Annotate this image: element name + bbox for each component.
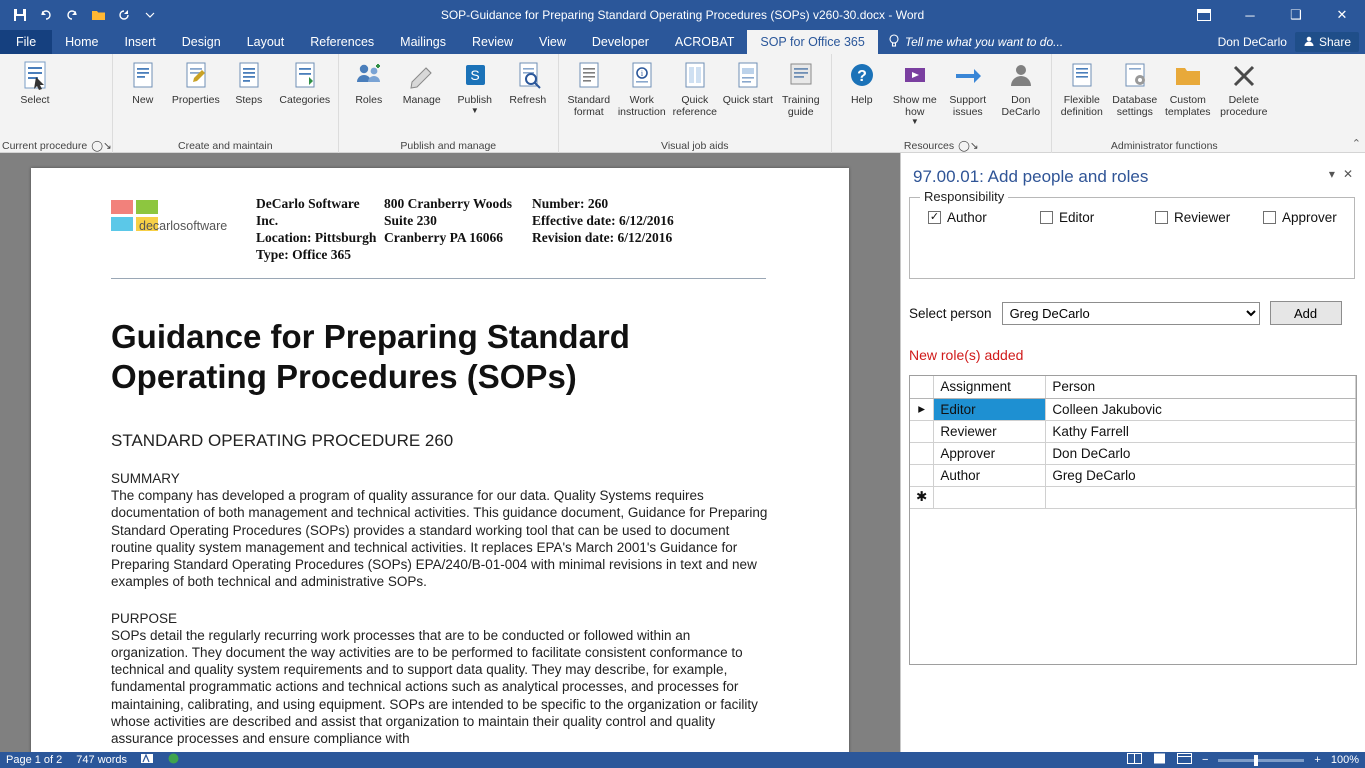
checkbox-approver[interactable] — [1263, 210, 1337, 225]
responsibility-legend: Responsibility — [920, 189, 1008, 204]
task-pane-options-icon[interactable]: ▾ — [1328, 167, 1335, 181]
steps-icon — [233, 59, 265, 93]
tab-design[interactable]: Design — [181, 35, 221, 49]
ribbon-label-custom-templates: Custom templates — [1165, 94, 1211, 118]
checkbox-reviewer-box[interactable] — [1155, 211, 1168, 224]
row-marker-new[interactable]: ✱ — [910, 486, 934, 508]
select-person-row — [909, 301, 1365, 325]
ribbon-label-manage: Manage — [402, 94, 441, 106]
share-label: Share — [1318, 35, 1351, 49]
document-page[interactable] — [31, 168, 849, 752]
maximize-button[interactable]: ❑ — [1290, 7, 1302, 22]
cell-assignment[interactable]: Author — [934, 464, 1046, 486]
save-icon[interactable] — [8, 4, 32, 26]
table-row[interactable] — [910, 420, 1356, 442]
select-document-icon — [18, 59, 52, 93]
roles-grid[interactable] — [909, 375, 1357, 665]
ribbon-group-visual-job-aids — [558, 54, 831, 153]
ribbon-button-steps[interactable] — [223, 57, 275, 107]
ribbon-button-quick-start[interactable] — [722, 57, 774, 107]
ribbon-button-support-issues[interactable] — [942, 57, 994, 118]
ribbon-label-new: New — [132, 94, 154, 106]
ribbon-button-publish[interactable] — [449, 57, 501, 115]
ribbon-button-new[interactable] — [117, 57, 169, 107]
ribbon-group-create-and-maintain — [112, 54, 338, 153]
support-issues-icon — [952, 59, 984, 93]
zoom-slider[interactable] — [1218, 759, 1304, 762]
refresh-icon[interactable] — [112, 4, 136, 26]
cell-person[interactable] — [1046, 486, 1356, 508]
select-person-label: Select person — [909, 305, 992, 321]
sop-number-line: STANDARD OPERATING PROCEDURE 260 — [111, 431, 454, 450]
ribbon-label-select: Select — [20, 94, 50, 106]
letterhead-divider — [111, 278, 766, 279]
ribbon-group-label-resources: Resources ◯↘ — [903, 139, 979, 152]
checkbox-reviewer[interactable] — [1155, 210, 1263, 225]
add-button[interactable]: Add — [1270, 301, 1342, 325]
standard-format-icon — [573, 59, 605, 93]
tell-me-box[interactable] — [878, 30, 1063, 54]
ribbon-button-training-guide[interactable] — [775, 57, 827, 118]
checkbox-editor[interactable] — [1040, 210, 1155, 225]
section-body-purpose: SOPs detail the regularly recurring work processes that are to be conducted or followed within an organization. They document the way activities are to be performed to facilitate consistent conformance to technical and quality system requirements and to support data quality. They may describe, for example, fundamental programmatic actions and technical actions such as analytical processes, and processes for maintaining, calibrating, and using equipment. SOPs are intended to be specific to the organization or facility whose activities are described and assist that organization to maintain their quality control and quality assurance processes and ensure compliance with — [111, 627, 758, 747]
ribbon-group-label-current-procedure: Current procedure ◯↘ — [2, 139, 112, 152]
row-marker[interactable] — [910, 420, 934, 442]
ribbon-label-support-issues: Support issues — [949, 94, 987, 118]
ribbon-button-help[interactable] — [836, 57, 888, 107]
tab-layout[interactable]: Layout — [246, 35, 285, 49]
cell-person[interactable]: Greg DeCarlo — [1046, 464, 1356, 486]
logo-text: decarlosoftware — [139, 219, 228, 233]
ribbon-button-work-instruction[interactable] — [616, 57, 668, 118]
ribbon-label-categories: Categories — [279, 94, 331, 106]
dialog-launcher-icon[interactable]: ◯↘ — [958, 139, 979, 152]
quick-access-toolbar[interactable] — [0, 4, 162, 26]
lightbulb-icon — [888, 34, 900, 51]
ribbon-button-delete-procedure[interactable] — [1215, 57, 1273, 118]
tab-acrobat[interactable]: ACROBAT — [674, 35, 735, 49]
letterhead-col-2: 800 Cranberry Woods Suite 230 Cranberry PA 16066 — [384, 196, 513, 245]
cell-person[interactable]: Don DeCarlo — [1046, 442, 1356, 464]
window-title: SOP-Guidance for Preparing Standard Operating Procedures (SOPs) v260-30.docx - Word — [440, 8, 925, 22]
select-person-dropdown[interactable] — [1002, 302, 1260, 325]
minimize-button[interactable]: ─ — [1245, 7, 1255, 23]
checkbox-reviewer-label: Reviewer — [1174, 210, 1231, 225]
read-mode-icon[interactable] — [1127, 753, 1142, 767]
web-layout-icon[interactable] — [1177, 753, 1192, 767]
ribbon-tabs — [0, 30, 1365, 54]
section-purpose — [111, 611, 771, 748]
ribbon-button-properties[interactable] — [170, 57, 222, 107]
ribbon-display-options-icon[interactable] — [1181, 0, 1227, 30]
quick-reference-icon — [679, 59, 711, 93]
cell-assignment[interactable] — [934, 486, 1046, 508]
ribbon-label-properties: Properties — [171, 94, 220, 106]
svg-text:i: i — [640, 69, 643, 78]
ribbon-label-refresh: Refresh — [509, 94, 547, 106]
section-body-summary: The company has developed a program of quality assurance for our data. Quality Systems requires documentation of both management and technical activities. This guidance document, Guidance for Preparing Standard Operating Procedures (SOPs) provides a standard working tool that can be used to document routine quality system management and technical activities. It replaces EPA's March 2001's Guidance for Preparing Standard Operating Procedures (SOPs) EPA/240/B-01-004 with minimal revisions in text and new examples of both technical and administrative SOPs. — [111, 488, 768, 590]
ribbon-label-delete-procedure: Delete procedure — [1220, 94, 1268, 118]
tell-me-text: Tell me what you want to do... — [904, 35, 1064, 49]
ribbon-label-roles: Roles — [355, 94, 383, 106]
window-controls — [1181, 0, 1365, 30]
ribbon-group-resources — [831, 54, 1051, 153]
training-guide-icon — [785, 59, 817, 93]
task-pane-header — [901, 153, 1365, 187]
cell-assignment[interactable]: Reviewer — [934, 420, 1046, 442]
ribbon-label-don-decarlo: Don DeCarlo — [1001, 94, 1041, 118]
ribbon-group-publish-and-manage — [338, 54, 558, 153]
manage-pencil-icon — [406, 59, 438, 93]
row-marker[interactable] — [910, 442, 934, 464]
section-heading-summary: SUMMARY — [111, 471, 180, 486]
grid-header-assignment[interactable]: Assignment — [934, 376, 1046, 398]
ribbon-label-database-settings: Database settings — [1112, 94, 1158, 118]
title-bar — [0, 0, 1365, 30]
open-icon[interactable] — [86, 4, 110, 26]
checkbox-approver-box[interactable] — [1263, 211, 1276, 224]
ribbon-label-publish: Publish — [457, 94, 492, 106]
ribbon-button-standard-format[interactable] — [563, 57, 615, 118]
ribbon-button-quick-reference[interactable] — [669, 57, 721, 118]
grid-header-marker — [910, 376, 934, 398]
ribbon-button-don-decarlo[interactable] — [995, 57, 1047, 118]
ribbon-label-standard-format: Standard format — [567, 94, 611, 118]
ribbon-label-quick-start: Quick start — [722, 94, 773, 106]
roles-people-icon — [353, 59, 385, 93]
letterhead-col-1: DeCarlo Software Inc. Location: Pittsburgh Type: Office 365 — [256, 196, 377, 262]
publish-sharepoint-icon — [459, 59, 491, 93]
refresh-search-icon — [512, 59, 544, 93]
undo-icon[interactable] — [34, 4, 58, 26]
ribbon-label-help: Help — [850, 94, 873, 106]
person-icon — [1005, 59, 1037, 93]
print-layout-icon[interactable] — [1152, 753, 1167, 767]
task-pane-title: 97.00.01: Add people and roles — [913, 167, 1149, 186]
company-logo — [81, 196, 256, 233]
ribbon-button-roles[interactable] — [343, 57, 395, 107]
database-settings-icon — [1119, 59, 1151, 93]
section-summary — [111, 471, 771, 591]
flexible-definition-icon — [1066, 59, 1098, 93]
cell-assignment[interactable]: Editor — [934, 398, 1046, 420]
accessibility-icon[interactable] — [168, 753, 179, 767]
tab-home[interactable]: Home — [65, 35, 99, 49]
close-button[interactable]: ✕ — [1336, 7, 1348, 22]
cell-assignment[interactable]: Approver — [934, 442, 1046, 464]
ribbon-group-label-visual-job-aids: Visual job aids — [661, 139, 729, 152]
ribbon-group-label-create-and-maintain: Create and maintain — [178, 139, 273, 152]
ribbon-label-flexible-definition: Flexible definition — [1060, 94, 1103, 118]
tab-file[interactable]: File — [0, 30, 52, 54]
customize-qat-icon[interactable] — [138, 4, 162, 26]
letterhead — [81, 196, 799, 264]
ribbon-button-database-settings[interactable] — [1109, 57, 1161, 118]
show-me-how-icon — [899, 59, 931, 93]
proofing-icon[interactable] — [141, 753, 154, 767]
cell-person[interactable]: Kathy Farrell — [1046, 420, 1356, 442]
page-title: Guidance for Preparing Standard Operating Procedures (SOPs) — [111, 317, 630, 395]
ribbon-button-select[interactable] — [6, 57, 64, 107]
ribbon-button-categories[interactable] — [276, 57, 334, 107]
user-name[interactable]: Don DeCarlo — [1217, 35, 1287, 49]
section-heading-purpose: PURPOSE — [111, 610, 178, 626]
status-page[interactable]: Page 1 of 2 — [6, 754, 63, 766]
publish-dropdown-icon[interactable]: ▼ — [470, 105, 479, 115]
tab-developer[interactable]: Developer — [591, 35, 649, 49]
letterhead-col-3: Number: 260 Effective date: 6/12/2016 Revision date: 6/12/2016 — [532, 196, 674, 245]
collapse-ribbon-icon[interactable]: ⌃ — [1351, 138, 1361, 150]
tab-view[interactable]: View — [539, 35, 566, 49]
cell-person[interactable]: Colleen Jakubovic — [1046, 398, 1356, 420]
zoom-slider-thumb[interactable] — [1254, 755, 1258, 766]
task-pane — [900, 153, 1365, 752]
table-row-new[interactable] — [910, 486, 1356, 508]
quick-start-icon — [732, 59, 764, 93]
tab-insert[interactable]: Insert — [124, 35, 156, 49]
ribbon-label-training-guide: Training guide — [782, 94, 820, 118]
ribbon-group-label-publish-and-manage: Publish and manage — [400, 139, 497, 152]
ribbon-group-administrator-functions — [1051, 54, 1277, 153]
status-words[interactable]: 747 words — [76, 754, 128, 766]
delete-procedure-icon — [1228, 59, 1260, 93]
ribbon-button-manage[interactable] — [396, 57, 448, 107]
checkbox-author-box[interactable]: ✓ — [929, 211, 940, 223]
tab-sop-for-office-365[interactable]: SOP for Office 365 — [747, 30, 877, 54]
work-instruction-icon — [626, 59, 658, 93]
checkbox-author[interactable] — [928, 210, 1040, 225]
checkbox-editor-box[interactable] — [1040, 211, 1053, 224]
tab-review[interactable]: Review — [472, 35, 514, 49]
status-bar-right — [1127, 753, 1359, 767]
ribbon-label-quick-reference: Quick reference — [672, 94, 717, 118]
ribbon-button-flexible-definition[interactable] — [1056, 57, 1108, 118]
share-person-icon — [1303, 35, 1315, 50]
zoom-in-icon[interactable]: + — [1314, 754, 1321, 766]
ribbon-label-steps: Steps — [235, 94, 263, 106]
tab-mailings[interactable]: Mailings — [400, 35, 447, 49]
categories-icon — [289, 59, 321, 93]
ribbon-group-label-administrator-functions: Administrator functions — [1110, 139, 1218, 152]
svg-text:S: S — [470, 67, 480, 83]
tabs-right-area — [1218, 30, 1365, 54]
ribbon — [0, 54, 1365, 153]
show-me-how-dropdown-icon[interactable]: ▼ — [910, 117, 919, 127]
checkbox-approver-label: Approver — [1282, 210, 1337, 225]
table-row[interactable] — [910, 442, 1356, 464]
dialog-launcher-icon[interactable]: ◯↘ — [91, 139, 112, 152]
ribbon-button-custom-templates[interactable] — [1162, 57, 1214, 118]
share-button[interactable] — [1295, 32, 1359, 52]
grid-header-person[interactable]: Person — [1046, 376, 1356, 398]
ribbon-group-current-procedure — [2, 54, 112, 153]
table-row[interactable] — [910, 398, 1356, 420]
svg-text:?: ? — [856, 68, 867, 85]
custom-templates-icon — [1172, 59, 1204, 93]
responsibility-group — [909, 189, 1355, 279]
checkbox-author-label: Author — [947, 210, 987, 225]
properties-icon — [180, 59, 212, 93]
task-pane-close-icon[interactable]: ✕ — [1342, 167, 1353, 181]
ribbon-label-show-me-how: Show me how — [892, 94, 937, 118]
status-bar — [0, 752, 1365, 768]
help-question-icon — [846, 59, 878, 93]
ribbon-label-work-instruction: Work instruction — [617, 94, 666, 118]
ribbon-button-refresh[interactable] — [502, 57, 554, 107]
tab-references[interactable]: References — [310, 35, 375, 49]
table-row[interactable] — [910, 464, 1356, 486]
new-document-icon — [127, 59, 159, 93]
grid-header-row — [910, 376, 1356, 398]
row-marker[interactable]: ▸ — [910, 398, 934, 420]
checkbox-editor-label: Editor — [1059, 210, 1095, 225]
row-marker[interactable] — [910, 464, 934, 486]
zoom-level[interactable]: 100% — [1330, 754, 1359, 766]
status-message: New role(s) added — [909, 347, 1024, 363]
ribbon-button-show-me-how[interactable] — [889, 57, 941, 127]
redo-icon[interactable] — [60, 4, 84, 26]
zoom-out-icon[interactable]: − — [1201, 754, 1209, 766]
